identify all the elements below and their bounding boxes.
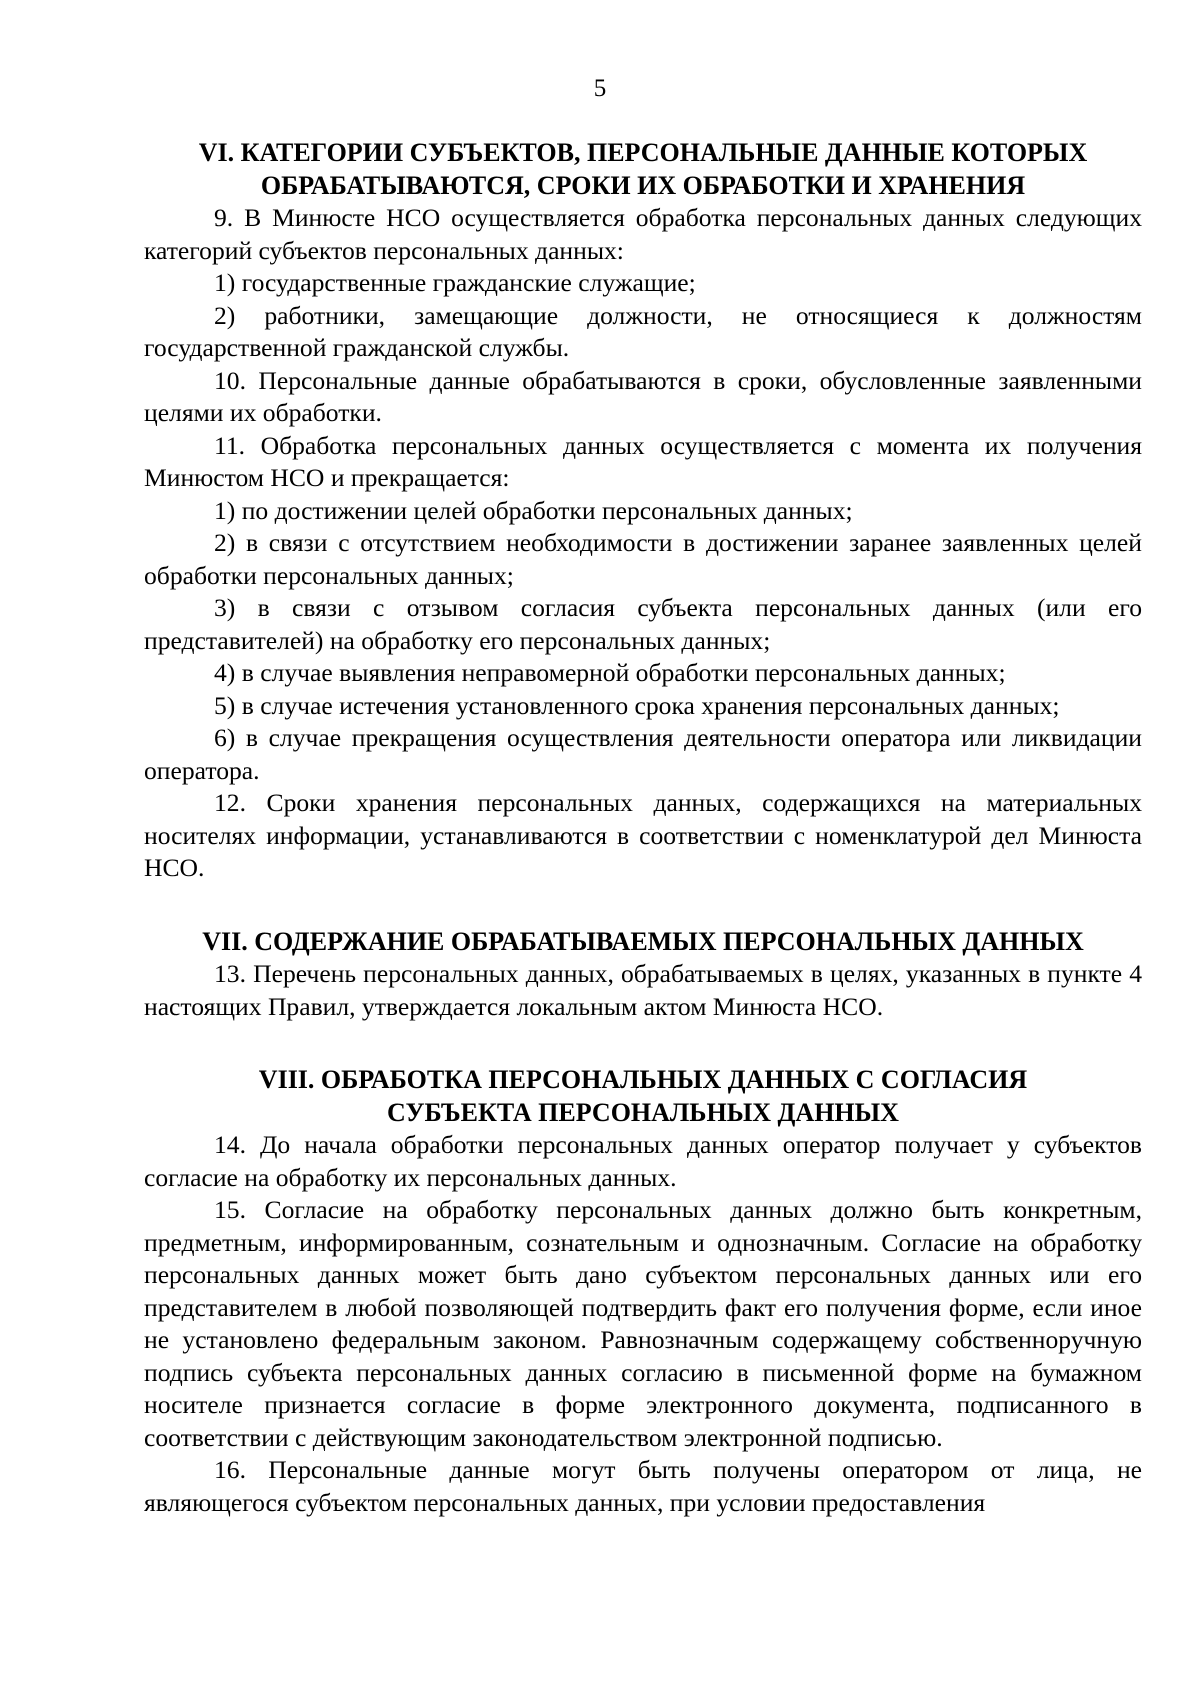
section-heading-line: VIII. ОБРАБОТКА ПЕРСОНАЛЬНЫХ ДАННЫХ С СОГЛАСИЯ — [258, 1065, 1028, 1094]
page-number: 5 — [593, 75, 607, 102]
paragraph: 1) по достижении целей обработки персональных данных; — [214, 495, 853, 525]
paragraph: 14. До начала обработки персональных данных оператор получает у субъектов согласие на обработку их персональных данных. — [144, 1130, 1142, 1192]
paragraph: 13. Перечень персональных данных, обрабатываемых в целях, указанных в пункте 4 настоящих Правил, утверждается локальным актом Минюста НСО. — [144, 959, 1142, 1021]
section-heading — [144, 137, 1142, 202]
paragraph: 3) в связи с отзывом согласия субъекта персональных данных (или его представителей) на обработку его персональных данных; — [144, 593, 1142, 655]
section-heading-line: VII. СОДЕРЖАНИЕ ОБРАБАТЫВАЕМЫХ ПЕРСОНАЛЬНЫХ ДАННЫХ — [202, 926, 1084, 956]
section-vi — [144, 137, 1142, 885]
paragraph: 5) в случае истечения установленного срока хранения персональных данных; — [214, 690, 1060, 720]
paragraph: 1) государственные гражданские служащие; — [214, 268, 696, 297]
paragraph: 16. Персональные данные могут быть получены оператором от лица, не являющегося субъектом персональных данных, при условии предоставления — [144, 1455, 1142, 1517]
section-viii — [144, 1064, 1142, 1519]
section-heading — [144, 926, 1142, 959]
paragraph: 4) в случае выявления неправомерной обработки персональных данных; — [214, 658, 1006, 687]
section-heading — [144, 1064, 1142, 1129]
paragraph: 6) в случае прекращения осуществления деятельности оператора или ликвидации оператора. — [144, 723, 1142, 785]
section-vii — [144, 926, 1142, 1024]
paragraph: 12. Сроки хранения персональных данных, содержащихся на материальных носителях информации, устанавливаются в соответствии с номенклатурой дел Минюста НСО. — [144, 788, 1142, 882]
paragraph: 2) в связи с отсутствием необходимости в достижении заранее заявленных целей обработки персональных данных; — [144, 528, 1142, 590]
paragraph: 11. Обработка персональных данных осуществляется с момента их получения Минюстом НСО и прекращается: — [144, 430, 1142, 492]
document-body — [144, 137, 1142, 1519]
paragraph: 15. Согласие на обработку персональных данных должно быть конкретным, предметным, информированным, сознательным и однозначным. Согласие на обработку персональных данных может быть дано субъектом персональных данных или его представителем в любой позволяющей подтвердить факт его получения форме, если иное не установлено федеральным законом. Равнозначным содержащему собственноручную подпись субъекта персональных данных согласию в письменной форме на бумажном носителе признается согласие в форме электронного документа, подписанного в соответствии с действующим законодательством электронной подписью. — [144, 1195, 1142, 1452]
section-heading-line: СУБЪЕКТА ПЕРСОНАЛЬНЫХ ДАННЫХ — [387, 1097, 899, 1127]
paragraph: 10. Персональные данные обрабатываются в сроки, обусловленные заявленными целями их обработки. — [144, 365, 1142, 427]
paragraph: 9. В Минюсте НСО осуществляется обработка персональных данных следующих категорий субъектов персональных данных: — [144, 203, 1142, 265]
section-heading-line: ОБРАБАТЫВАЮТСЯ, СРОКИ ИХ ОБРАБОТКИ И ХРАНЕНИЯ — [260, 170, 1026, 200]
section-heading-line: VI. КАТЕГОРИИ СУБЪЕКТОВ, ПЕРСОНАЛЬНЫЕ ДАННЫЕ КОТОРЫХ — [198, 138, 1088, 167]
paragraph: 2) работники, замещающие должности, не относящиеся к должностям государственной гражданской службы. — [144, 300, 1142, 362]
